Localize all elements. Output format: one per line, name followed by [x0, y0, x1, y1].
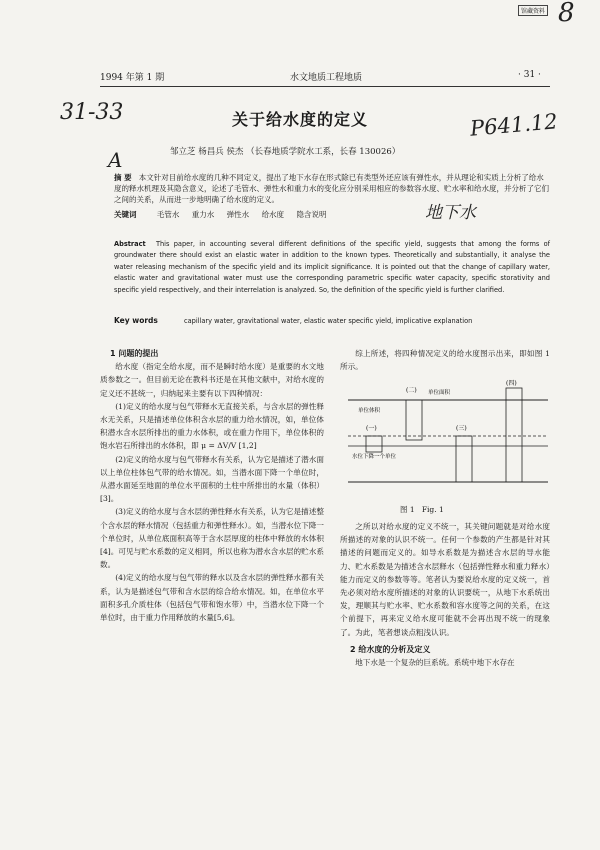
handwritten-mark: A	[108, 148, 123, 172]
paragraph: 地下水是一个复杂的巨系统。系统中地下水存在	[355, 658, 515, 668]
paragraph: (3)定义的给水度与含水层的弹性释水有关系，认为它是描述整个含水层的释水情况（包括重力和弹性释水）。如，当潜水位下降一个单位时，从单位底面积高等于含水层厚度的柱体中释放的水体积[4]。可见与贮水系数的定义相同，所以也称为潜水含水层的贮水系数。	[100, 507, 325, 570]
section-heading: 1 问题的提出	[110, 349, 159, 358]
figure-caption	[400, 504, 444, 515]
figure-label-three: (三)	[456, 425, 467, 432]
english-abstract	[114, 239, 550, 296]
figure-label-water-drop: 水位下降一个单位	[352, 454, 397, 460]
handwritten-call-number: P641.12	[469, 109, 559, 141]
abstract-text: 本文针对目前给水度的几种不同定义，提出了地下水存在形式除已有类型外还应该有弹性水，并从理论和实质上分析了给水度的释水机理及其隐含意义，论述了毛管水、弹性水和重力水的变化应分别采用相应的参数容水度、贮水率和给水度，并分析了它们之间的关系，从而进一步地明确了给水度的定义。	[114, 173, 549, 204]
chinese-keywords	[114, 209, 550, 220]
column-one	[366, 436, 382, 452]
author-line: 邹立芝 杨昌兵 侯杰 （长春地质学院水工系，长春 130026）	[170, 147, 401, 157]
section-heading-2: 2 给水度的分析及定义	[350, 644, 431, 654]
header-page-number: · 31 ·	[518, 70, 541, 80]
english-keywords-text: capillary water, gravitational water, elastic water specific yield, implicative explanation	[184, 317, 473, 325]
figure-caption-en: Fig. 1	[421, 505, 444, 514]
figure-label-two: (二)	[406, 387, 417, 394]
library-stamp: 馆藏资料	[518, 5, 548, 16]
keywords-label: 关键词	[114, 210, 137, 219]
column-two	[406, 400, 422, 440]
left-column	[100, 347, 324, 624]
paragraph: (1)定义的给水度与包气带释水无直接关系，与含水层的弹性释水无关系，只是描述单位体积含水层的重力给水情况，如，单位体积潜水含水层所排出的重力水体积，或在重力作用下，单位体积的饱水岩石所排出的水体积，即 μ = ΔV/V [1,2]	[100, 401, 324, 451]
paragraph: 之所以对给水度的定义不统一，其关键问题就是对给水度所描述的对象的认识不统一。任何一个参数的产生都是针对其描述的问题而定义的。如导水系数是为描述含水层的导水能力、贮水系数是为描述含水层释水（包括弹性释水和重力释水）能力而定义的参数等等。笔者认为要说给水度的定义统一，首先必须对给水度所描述的对象的认识要统一，从地下水系统出发，理顺其与贮水率、贮水系数和容水度等之间的关系，在这个前提下，再来定义给水度可能就不会再出现不统一的现象了。为此，笔者想谈点粗浅认识。	[340, 522, 550, 637]
figure-label-four: (四)	[506, 380, 517, 387]
figure-label-one: (一)	[366, 425, 377, 432]
column-four	[506, 388, 522, 482]
paragraph: 综上所述，将四种情况定义的给水度图示出来，即如图 1 所示。	[340, 349, 550, 372]
abstract-label: 摘 要	[114, 173, 132, 182]
paragraph: 给水度（指定全给水度，而不是瞬时给水度）是重要的水文地质参数之一。但目前无论在教科书还是在其他文献中，对给水度的定义还不甚统一，归纳起来主要有以下四种情况：	[100, 362, 324, 398]
english-abstract-text: This paper, in accounting several different definitions of the specific yield, suggests that among the forms of groundwater there should exist an elastic water in addition to the known types. Theoretically and substantially, it analyse the water releasing mechanism of the specific yield and its implicit significance. It is pointed out that the change of capillary water, elastic water and gravitational water must use the corresponding parametric specific water capacity, specific storativity and specific yield respectively, and their interrelation is analyzed. So, the definition of the specific yield is further clarified.	[114, 240, 550, 294]
figure-1-diagram	[348, 378, 548, 498]
english-keywords-label: Key words	[114, 316, 158, 325]
english-abstract-label: Abstract	[114, 240, 146, 248]
header-rule	[100, 86, 550, 87]
handwritten-keyword-note: 地下水	[425, 203, 476, 223]
figure-label-unit-volume: 单位体积	[358, 408, 381, 414]
header-journal: 水文地质工程地质	[290, 73, 363, 83]
handwritten-page-range: 31-33	[60, 100, 124, 125]
paragraph: (4)定义的给水度与包气带的释水以及含水层的弹性释水都有关系，认为是描述包气带和含水层的综合给水情况。如，在单位水平面积多孔介质柱体（包括包气带和饱水带）中，当潜水位下降一个单位时，由于重力作用释放的水量[5,6]。	[100, 573, 324, 623]
keyword: 毛管水	[156, 210, 180, 219]
chinese-abstract	[114, 172, 550, 205]
keyword: 隐含说明	[296, 210, 327, 219]
figure-caption-cn: 图 1	[400, 505, 415, 514]
right-column-intro	[340, 347, 550, 373]
keyword: 重力水	[191, 210, 215, 219]
keyword: 给水度	[261, 210, 285, 219]
paper-title: 关于给水度的定义	[231, 110, 368, 129]
figure-label-unit-area: 单位面积	[428, 390, 451, 396]
handwritten-corner-number: 8	[558, 0, 575, 28]
column-three	[456, 436, 472, 482]
header-issue: 1994 年第 1 期	[100, 73, 165, 83]
english-keywords	[114, 316, 550, 325]
paragraph: (2)定义的给水度与包气带释水有关系，认为它是描述了潜水面以上单位柱体包气带的给水情况。如，当潜水面下降一个单位时，从潜水面延至地面的单位水平面积的土柱中所排出的水量（体积）[3]。	[100, 454, 324, 504]
keyword: 弹性水	[226, 210, 250, 219]
right-column-body	[340, 520, 550, 669]
